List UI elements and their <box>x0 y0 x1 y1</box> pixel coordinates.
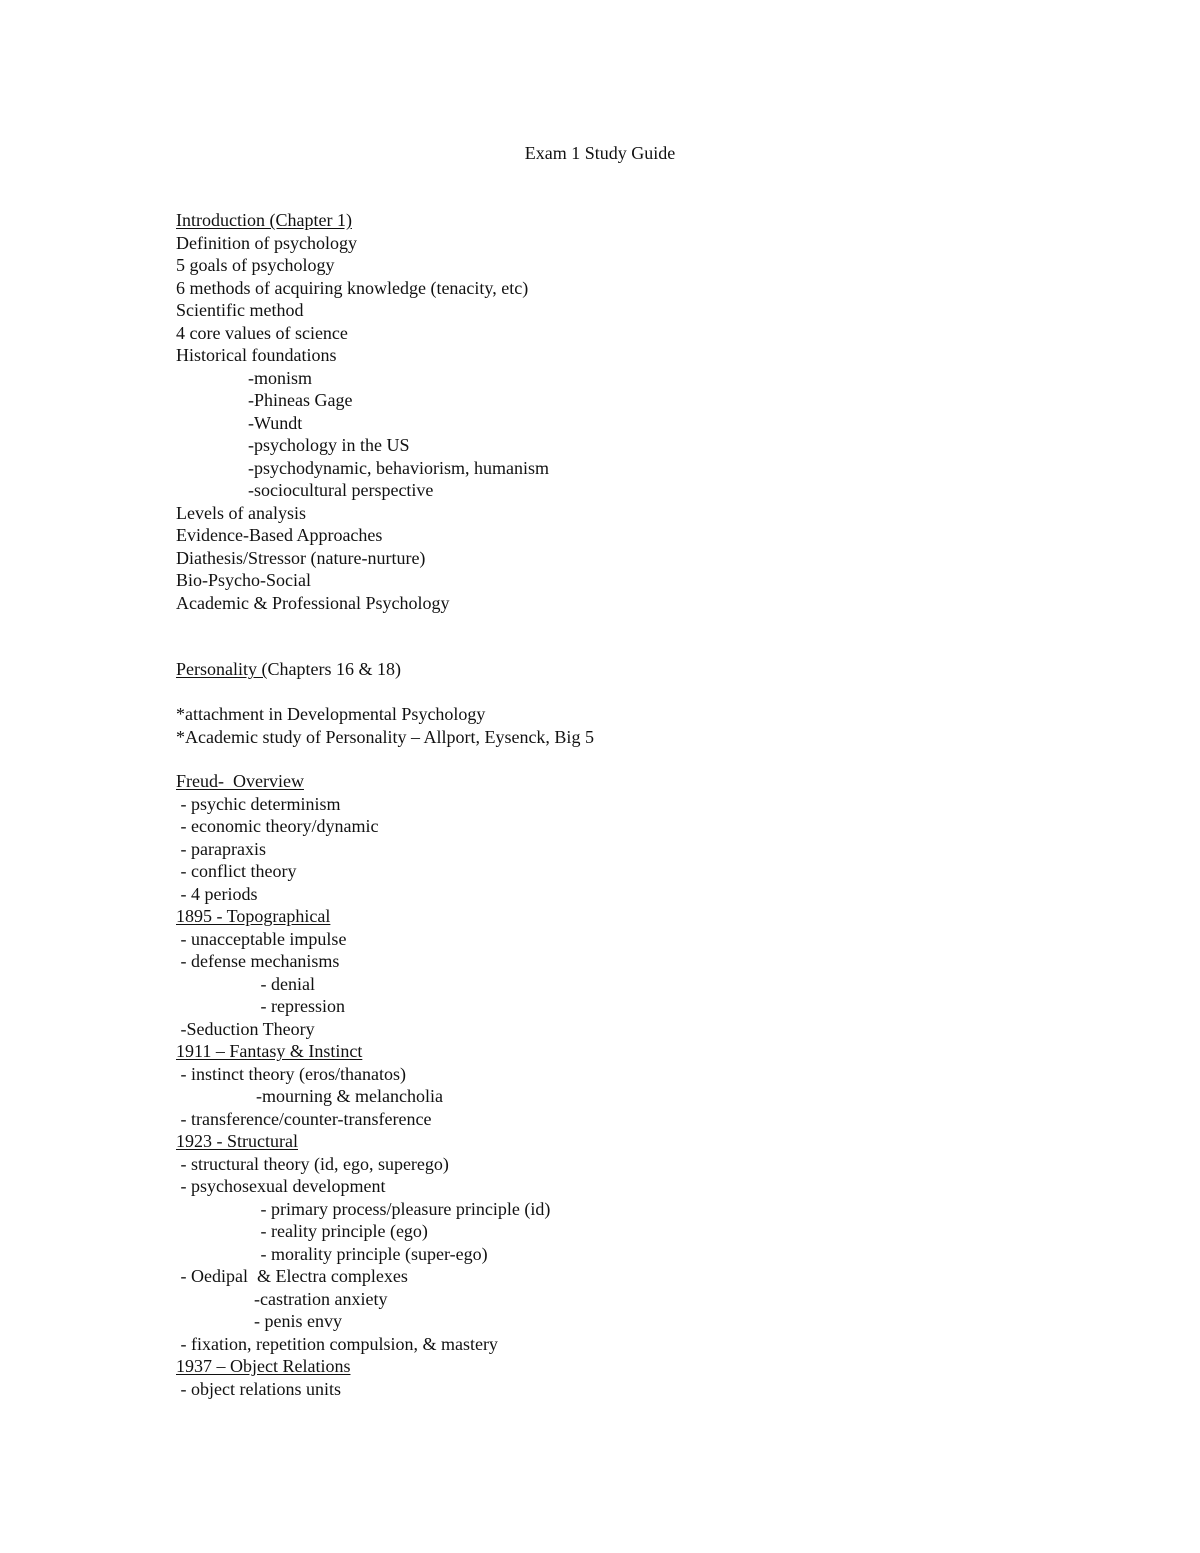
personality-section <box>176 658 1076 748</box>
list-item: Academic & Professional Psychology <box>176 592 450 613</box>
note-item: *Academic study of Personality – Allport, Eysenck, Big 5 <box>176 726 594 747</box>
list-item: - structural theory (id, ego, superego) <box>176 1153 449 1174</box>
intro-heading: Introduction (Chapter 1) <box>176 210 352 230</box>
sub-list-item: - repression <box>256 996 345 1016</box>
sub-list-item: - penis envy <box>254 1311 342 1331</box>
sub-list-item: -Phineas Gage <box>248 390 353 410</box>
blank-line <box>176 681 1076 704</box>
personality-heading-chapters: Chapters 16 & 18) <box>267 659 401 679</box>
sub-list-item: - reality principle (ego) <box>256 1221 428 1241</box>
sub-list-item: -psychology in the US <box>248 435 410 455</box>
sub-list-item: - morality principle (super-ego) <box>256 1243 488 1264</box>
sub-list-item: -sociocultural perspective <box>248 480 434 500</box>
list-item: Bio-Psycho-Social <box>176 570 311 590</box>
freud-section <box>176 770 1076 1400</box>
sub-list-item: - primary process/pleasure principle (id) <box>256 1198 551 1219</box>
freud-heading: Freud- Overview <box>176 771 304 791</box>
list-item: 5 goals of psychology <box>176 255 335 275</box>
sub-list-item: -Wundt <box>248 412 303 433</box>
personality-heading-underlined: Personality ( <box>176 659 268 679</box>
period-1895-heading: 1895 - Topographical <box>176 906 331 926</box>
list-item: - instinct theory (eros/thanatos) <box>176 1063 406 1084</box>
list-item: Diathesis/Stressor (nature-nurture) <box>176 547 426 568</box>
list-item: - psychic determinism <box>176 793 341 814</box>
sub-list-item: -psychodynamic, behaviorism, humanism <box>248 457 549 478</box>
list-item: - defense mechanisms <box>176 951 340 971</box>
list-item: Evidence-Based Approaches <box>176 525 383 545</box>
sub-list-item: -castration anxiety <box>254 1288 388 1309</box>
list-item: - 4 periods <box>176 883 258 904</box>
list-item: - fixation, repetition compulsion, & mastery <box>176 1333 498 1354</box>
personality-heading <box>176 658 1076 681</box>
list-item: Historical foundations <box>176 345 337 365</box>
period-1937-heading: 1937 – Object Relations <box>176 1356 351 1376</box>
list-item: - parapraxis <box>176 838 266 859</box>
note-item: *attachment in Developmental Psychology <box>176 704 486 724</box>
list-item: - conflict theory <box>176 861 297 881</box>
list-item: 4 core values of science <box>176 322 348 343</box>
list-item: Levels of analysis <box>176 502 306 523</box>
sub-list-item: -monism <box>248 367 313 388</box>
period-1923-heading: 1923 - Structural <box>176 1131 298 1151</box>
document-title: Exam 1 Study Guide <box>524 143 676 163</box>
list-item: Scientific method <box>176 300 304 320</box>
sub-list-item: - denial <box>256 973 315 994</box>
list-item: - economic theory/dynamic <box>176 816 379 836</box>
list-item: Definition of psychology <box>176 232 357 253</box>
period-1911-heading: 1911 – Fantasy & Instinct <box>176 1041 363 1061</box>
list-item: - unacceptable impulse <box>176 928 347 949</box>
list-item: - psychosexual development <box>176 1176 386 1196</box>
list-item: -Seduction Theory <box>176 1018 315 1039</box>
list-item: - object relations units <box>176 1378 341 1399</box>
list-item: - transference/counter-transference <box>176 1108 432 1129</box>
sub-list-item: -mourning & melancholia <box>256 1086 443 1106</box>
intro-section <box>176 209 1076 614</box>
list-item: - Oedipal & Electra complexes <box>176 1266 408 1286</box>
list-item: 6 methods of acquiring knowledge (tenacity, etc) <box>176 277 529 298</box>
